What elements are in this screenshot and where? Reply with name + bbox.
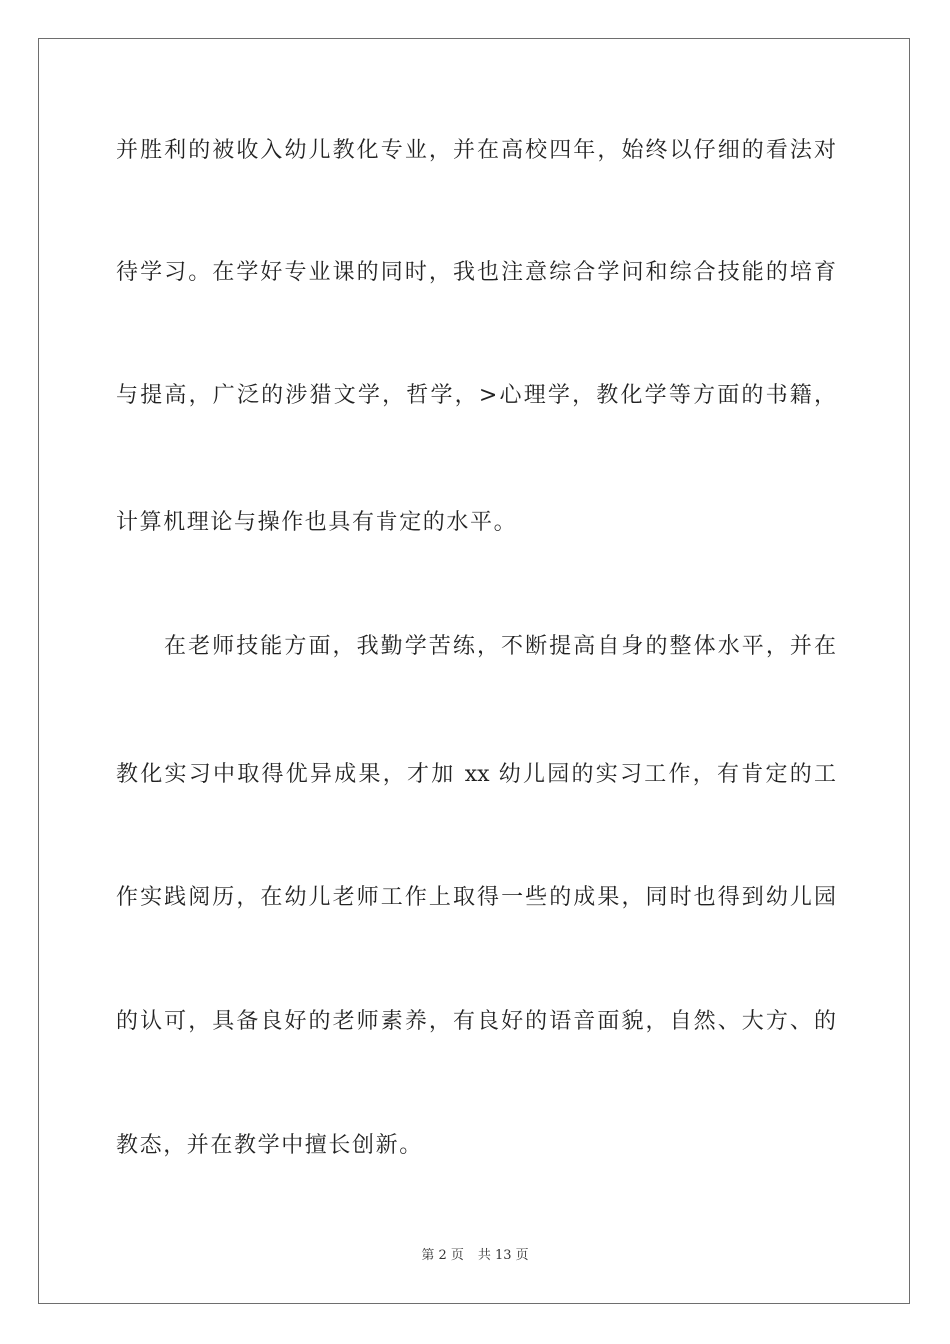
page-number: 第 2 页 (421, 1248, 464, 1263)
body-text-line-4: 计算机理论与操作也具有肯定的水平。 (116, 510, 518, 535)
body-text-line-7: 作实践阅历，在幼儿老师工作上取得一些的成果，同时也得到幼儿园 (116, 885, 836, 910)
body-text-line-6: 教化实习中取得优异成果，才加 xx 幼儿园的实习工作，有肯定的工 (116, 762, 836, 787)
body-text-line-3: 与提高，广泛的涉猎文学，哲学，>心理学，教化学等方面的书籍， (116, 383, 836, 408)
body-text-line-8: 的认可，具备良好的老师素养，有良好的语音面貌，自然、大方、的 (116, 1009, 836, 1034)
page-border (38, 38, 910, 1304)
page-total: 共 13 页 (477, 1248, 529, 1263)
page-footer (0, 1247, 950, 1265)
body-text-line-5: 在老师技能方面，我勤学苦练，不断提高自身的整体水平，并在 (164, 634, 836, 659)
body-text-line-9: 教态，并在教学中擅长创新。 (116, 1133, 423, 1158)
body-text-line-2: 待学习。在学好专业课的同时，我也注意综合学问和综合技能的培育 (116, 260, 836, 285)
body-text-line-1: 并胜利的被收入幼儿教化专业，并在高校四年，始终以仔细的看法对 (116, 138, 836, 163)
